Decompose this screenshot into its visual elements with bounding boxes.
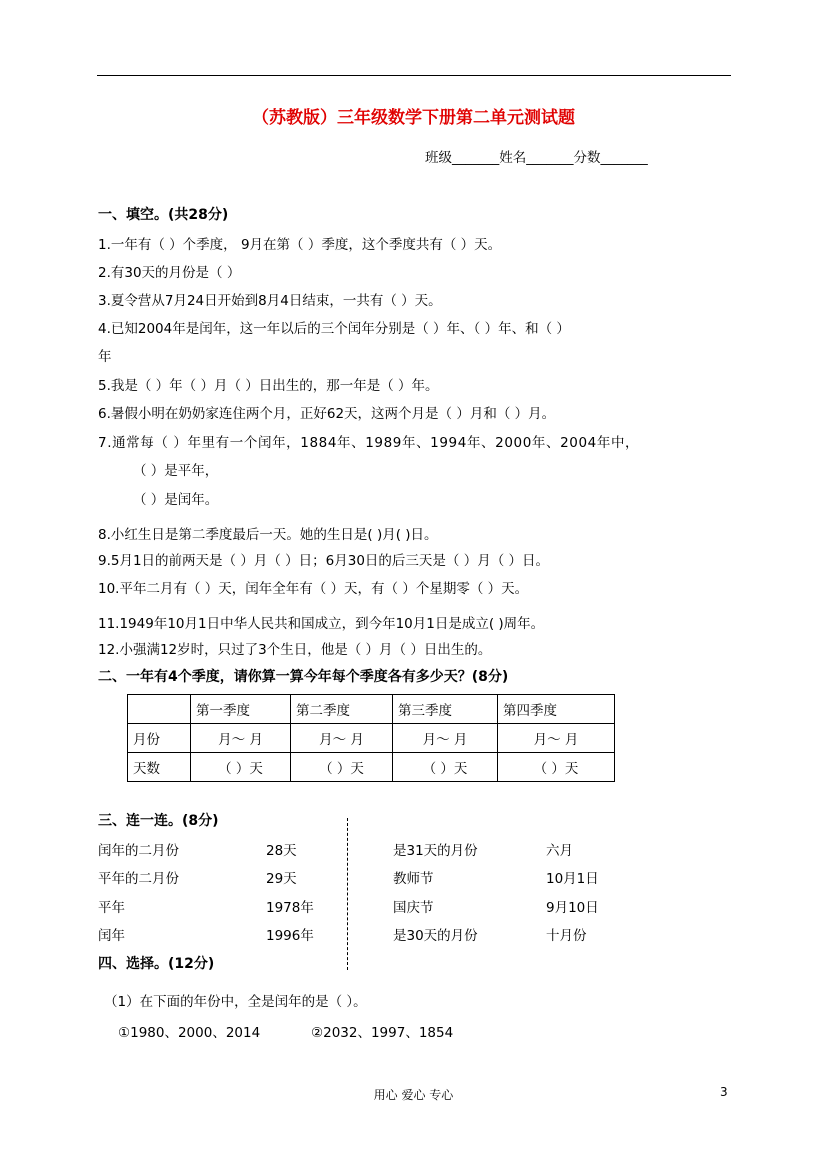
- month-range-cell: 月～ 月: [393, 724, 498, 753]
- match-item: 平年: [98, 900, 125, 916]
- question-1-7-nonleap: （ ）是平年，: [133, 463, 219, 479]
- question-1-12: 12.小强满12岁时，只过了3个生日，他是（ ）月（ ）日出生的。: [98, 642, 492, 658]
- dashed-divider: [347, 818, 348, 970]
- days-cell: （ ）天: [191, 753, 291, 782]
- match-item: 六月: [546, 843, 573, 859]
- section4-heading: 四、选择。(12分): [98, 956, 215, 972]
- match-item: 国庆节: [393, 900, 434, 916]
- match-item: 平年的二月份: [98, 871, 179, 887]
- match-item: 9月10日: [546, 900, 599, 916]
- question-1-4-cont: 年: [98, 349, 112, 365]
- table-header: 第一季度: [191, 695, 291, 724]
- question-1-4: 4.已知2004年是闰年，这一年以后的三个闰年分别是（ ）年、（ ）年、和（ ）: [98, 321, 570, 337]
- table-header: 第四季度: [498, 695, 615, 724]
- question-1-9: 9.5月1日的前两天是（ ）月（ ）日；6月30日的后三天是（ ）月（ ）日。: [98, 553, 549, 569]
- page-number: 3: [720, 1085, 728, 1099]
- match-item: 闰年: [98, 928, 125, 944]
- table-row-label: 天数: [128, 753, 191, 782]
- header-rule: [97, 75, 731, 76]
- question-1-5: 5.我是（ ）年（ ）月（ ）日出生的，那一年是（ ）年。: [98, 378, 439, 394]
- page-title: （苏教版）三年级数学下册第二单元测试题: [252, 108, 575, 128]
- table-header: 第三季度: [393, 695, 498, 724]
- question-1-6: 6.暑假小明在奶奶家连住两个月，正好62天，这两个月是（ ）月和（ ）月。: [98, 406, 556, 422]
- match-item: 是30天的月份: [393, 928, 478, 944]
- question-1-7: 7.通常每（ ）年里有一个闰年，1884年、1989年、1994年、2000年、2004年中，: [98, 435, 640, 451]
- match-item: 1978年: [266, 900, 314, 916]
- section1-heading: 一、填空。(共28分): [98, 207, 229, 223]
- table-header: 第二季度: [291, 695, 393, 724]
- question-1-10: 10.平年二月有（ ）天，闰年全年有（ ）天，有（ ）个星期零（ ）天。: [98, 581, 529, 597]
- choice-question-1: （1）在下面的年份中，全是闰年的是（ ）。: [104, 994, 367, 1010]
- table-row: [128, 724, 615, 753]
- match-item: 是31天的月份: [393, 843, 478, 859]
- question-1-1: 1.一年有（ ）个季度， 9月在第（ ）季度，这个季度共有（ ）天。: [98, 237, 502, 253]
- match-item: 10月1日: [546, 871, 599, 887]
- question-1-11: 11.1949年10月1日中华人民共和国成立，到今年10月1日是成立( )周年。: [98, 616, 545, 632]
- question-1-3: 3.夏令营从7月24日开始到8月4日结束，一共有（ ）天。: [98, 293, 442, 309]
- section2-heading: 二、一年有4个季度，请你算一算今年每个季度各有多少天？(8分): [98, 669, 509, 685]
- month-range-cell: 月～ 月: [191, 724, 291, 753]
- footer-motto: 用心 爱心 专心: [373, 1088, 454, 1102]
- match-item: 1996年: [266, 928, 314, 944]
- section3-heading: 三、连一连。(8分): [98, 813, 219, 829]
- days-cell: （ ）天: [498, 753, 615, 782]
- match-item: 教师节: [393, 871, 434, 887]
- month-range-cell: 月～ 月: [498, 724, 615, 753]
- match-item: 28天: [266, 843, 297, 859]
- choice-option-2: ②2032、1997、1854: [311, 1025, 454, 1041]
- student-info-line: 班级_______姓名_______分数_______: [425, 150, 648, 166]
- table-row: [128, 753, 615, 782]
- match-item: 29天: [266, 871, 297, 887]
- question-1-8: 8.小红生日是第二季度最后一天。她的生日是( )月( )日。: [98, 527, 438, 543]
- month-range-cell: 月～ 月: [291, 724, 393, 753]
- days-cell: （ ）天: [291, 753, 393, 782]
- season-table: [127, 694, 615, 782]
- question-1-2: 2.有30天的月份是（ ）: [98, 265, 241, 281]
- table-cell: [128, 695, 191, 724]
- table-row-label: 月份: [128, 724, 191, 753]
- question-1-7-leap: （ ）是闰年。: [133, 492, 219, 508]
- match-item: 闰年的二月份: [98, 843, 179, 859]
- match-item: 十月份: [546, 928, 587, 944]
- table-row: [128, 695, 615, 724]
- days-cell: （ ）天: [393, 753, 498, 782]
- choice-option-1: ①1980、2000、2014: [118, 1025, 261, 1041]
